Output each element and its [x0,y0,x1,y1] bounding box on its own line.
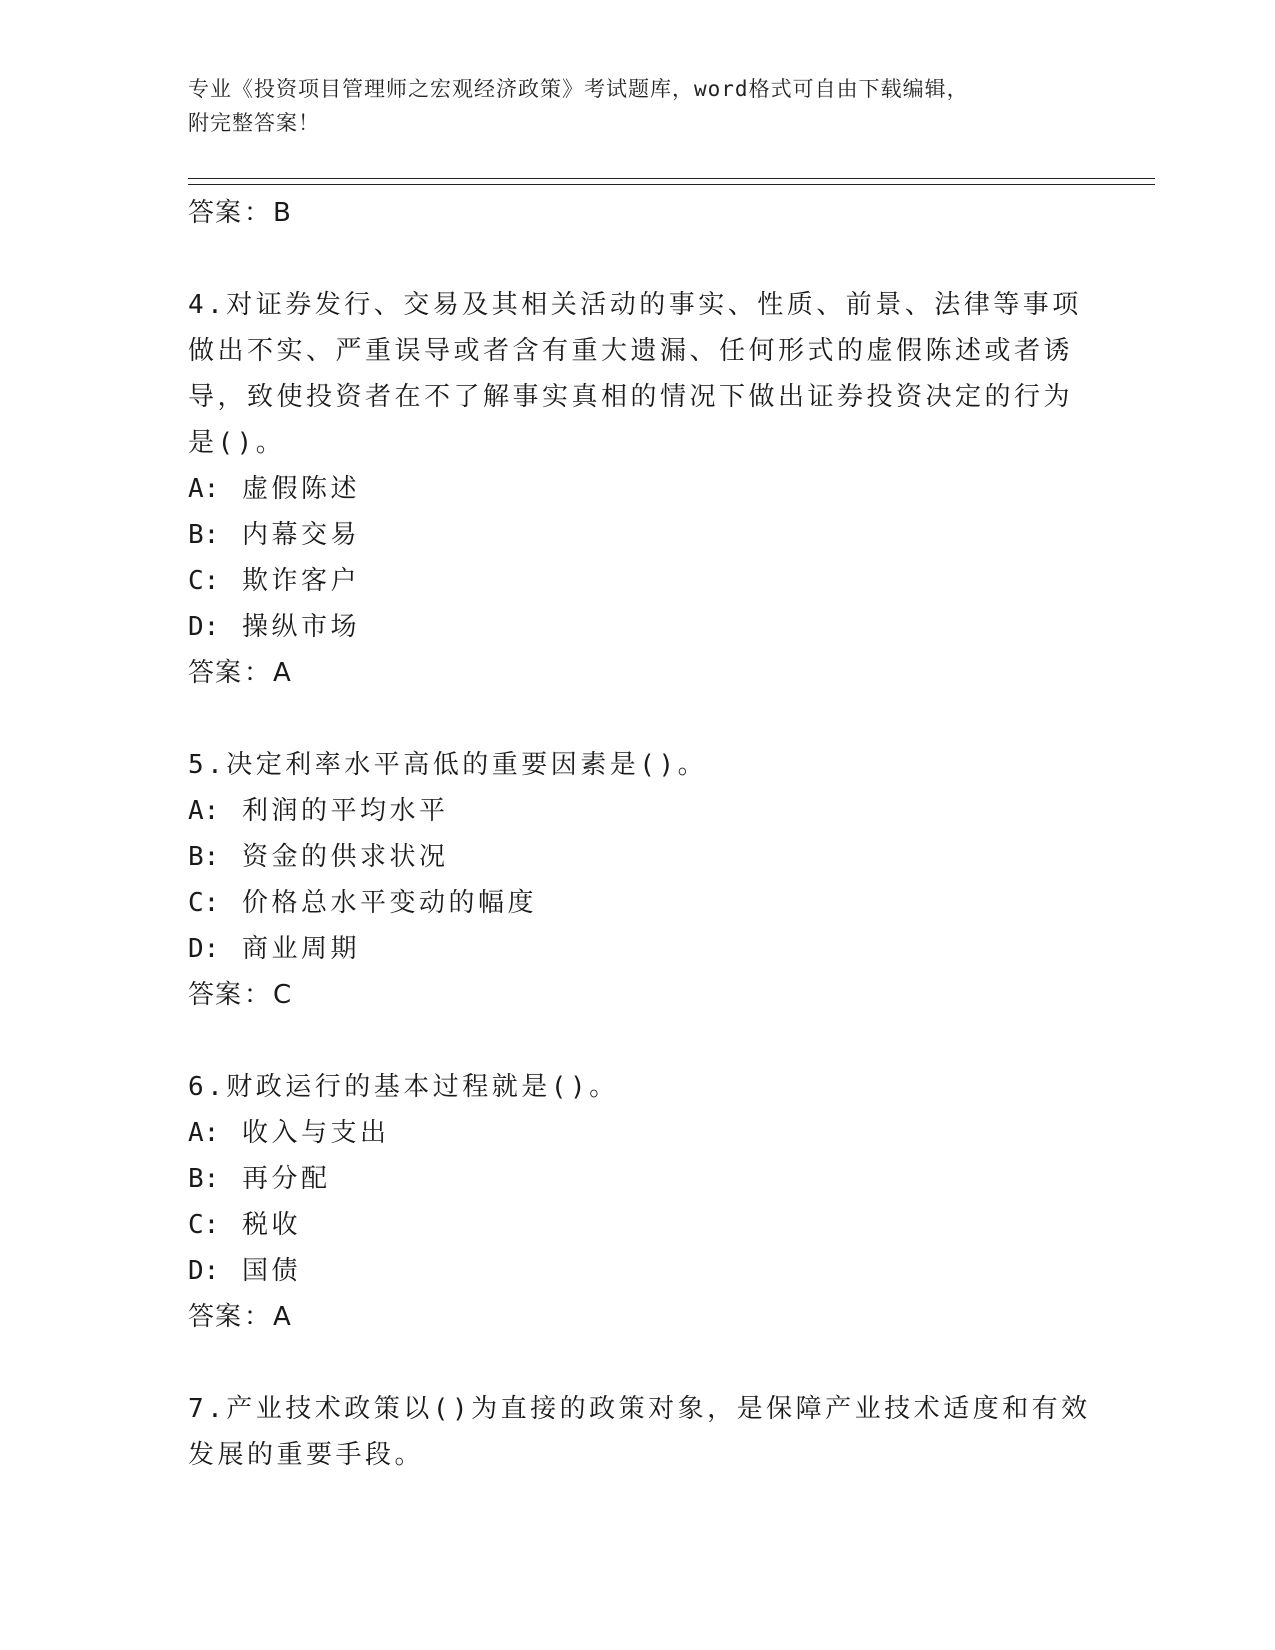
question-7 [188,1386,1091,1478]
header-divider [188,178,1155,185]
option-b [188,1156,1088,1202]
question-4 [188,282,1088,696]
option-letter: A [188,1118,204,1148]
question-text-line: 做出不实、严重误导或者含有重大遗漏、任何形式的虚假陈述或者诱 [188,336,1074,366]
option-letter: A [188,474,204,504]
answer-label: 答案 [188,1302,243,1332]
option-text: 操纵市场 [241,612,360,642]
question-text-line: 是()。 [188,428,286,458]
option-letter: A [188,796,204,826]
question-text-line: 5.决定利率水平高低的重要因素是()。 [188,750,708,780]
answer-separator: ： [244,658,272,688]
question-text-line: 4.对证券发行、交易及其相关活动的事实、性质、前景、法律等事项 [188,290,1082,320]
question-text-line: 6.财政运行的基本过程就是()。 [188,1072,619,1102]
option-separator: : [203,796,223,826]
option-text: 商业周期 [241,934,360,964]
option-text: 虚假陈述 [241,474,360,504]
option-text: 收入与支出 [241,1118,390,1148]
option-separator: : [203,934,223,964]
option-text: 税收 [241,1210,301,1240]
document-header [188,72,1068,140]
option-c [188,558,1088,604]
question-5 [188,742,1088,1018]
option-separator: : [203,566,223,596]
answer-line [188,972,1088,1018]
option-letter: B [188,1164,204,1194]
answer-value: B [273,198,292,228]
option-text: 内幕交易 [241,520,360,550]
option-letter: B [188,842,204,872]
option-separator: : [203,474,223,504]
spacer [188,696,1088,742]
question-text-line: 导，致使投资者在不了解事实真相的情况下做出证券投资决定的行为 [188,382,1074,412]
question-text-line: 发展的重要手段。 [188,1440,425,1470]
option-c [188,1202,1088,1248]
option-b [188,834,1088,880]
header-line-2: 附完整答案！ [188,111,320,135]
option-letter: D [188,612,204,642]
option-a [188,788,1088,834]
answer-line [188,190,1088,236]
option-text: 资金的供求状况 [241,842,449,872]
spacer [188,1340,1088,1386]
option-d [188,604,1088,650]
answer-line [188,1294,1088,1340]
option-text: 价格总水平变动的幅度 [241,888,537,918]
option-separator: : [203,612,223,642]
spacer [188,236,1088,282]
answer-separator: ： [244,198,272,228]
option-letter: B [188,520,204,550]
question-6 [188,1064,1088,1340]
question-text-line: 7.产业技术政策以()为直接的政策对象，是保障产业技术适度和有效 [188,1394,1091,1424]
option-letter: C [188,566,204,596]
option-c [188,880,1088,926]
option-d [188,1248,1088,1294]
option-separator: : [203,1256,223,1286]
option-text: 欺诈客户 [241,566,360,596]
answer-separator: ： [244,1302,272,1332]
answer-label: 答案 [188,658,243,688]
option-a [188,1110,1088,1156]
option-a [188,466,1088,512]
option-separator: : [203,1118,223,1148]
answer-value: A [273,658,292,688]
option-separator: : [203,1210,223,1240]
header-line-1: 专业《投资项目管理师之宏观经济政策》考试题库，word格式可自由下载编辑， [188,77,969,101]
option-letter: D [188,1256,204,1286]
option-letter: D [188,934,204,964]
option-text: 国债 [241,1256,301,1286]
option-text: 利润的平均水平 [241,796,449,826]
answer-label: 答案 [188,198,243,228]
option-separator: : [203,1164,223,1194]
option-separator: : [203,842,223,872]
answer-value: C [273,980,293,1010]
option-separator: : [203,520,223,550]
answer-line [188,650,1088,696]
answer-value: A [273,1302,292,1332]
question-list [188,190,1091,1478]
option-b [188,512,1088,558]
answer-label: 答案 [188,980,243,1010]
spacer [188,1018,1088,1064]
option-letter: C [188,888,204,918]
option-separator: : [203,888,223,918]
answer-separator: ： [244,980,272,1010]
option-letter: C [188,1210,204,1240]
option-text: 再分配 [241,1164,331,1194]
option-d [188,926,1088,972]
